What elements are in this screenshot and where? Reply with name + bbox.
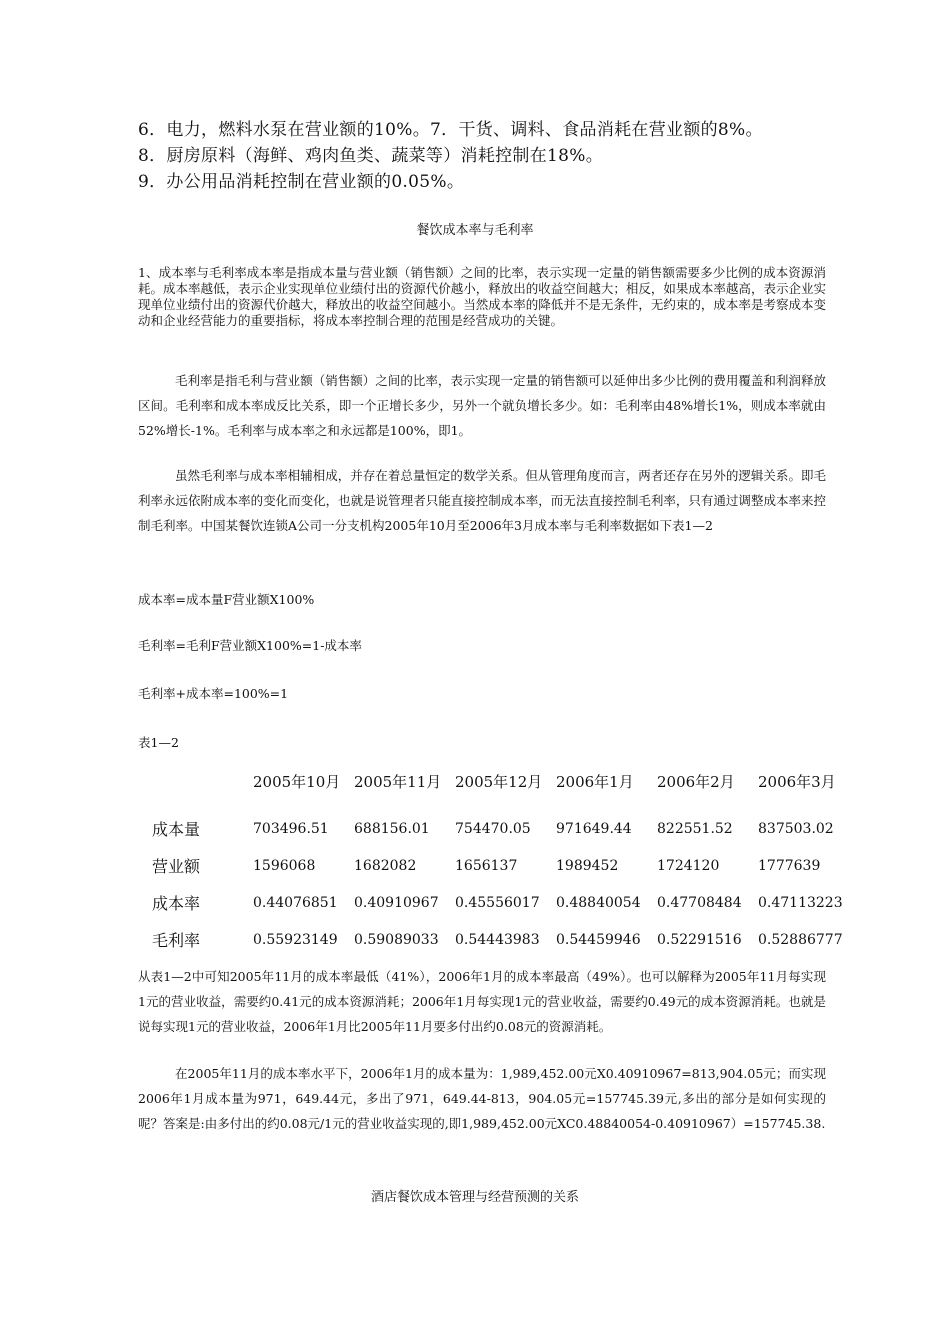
- row-label: 成本率: [152, 894, 201, 913]
- table-header-row: [138, 754, 859, 810]
- table-cell: 688156.01: [354, 820, 430, 837]
- column-header: 2005年11月: [354, 773, 442, 791]
- paragraph-cost-rate: 1、成本率与毛利率成本率是指成本量与营业额（销售额）之间的比率，表示实现一定量的销售额需要多少比例的成本资源消耗。成本率越低，表示企业实现单位业绩付出的资源代价越小，释放出的收益空间越大；相反，如果成本率越高，表示企业实现单位业绩付出的资源代价越大，释放出的收益空间越小。当然成本率的降低并不是无条件，无约束的，成本率是考察成本变动和企业经营能力的重要指标，将成本率控制合理的范围是经营成功的关键。: [138, 265, 826, 328]
- paragraph-gross-margin: 毛利率是指毛利与营业额（销售额）之间的比率，表示实现一定量的销售额可以延伸出多少比例的费用覆盖和利润释放区间。毛利率和成本率成反比关系，即一个正增长多少，另外一个就负增长多少。如：毛利率由48%增长1%，则成本率就由52%增长-1%。毛利率与成本率之和永远都是100%，即1。: [138, 373, 826, 438]
- table-cell: 0.45556017: [455, 894, 540, 911]
- formula-sum: 毛利率+成本率=100%=1: [138, 686, 289, 701]
- list-line-8: 8．厨房原料（海鲜、鸡肉鱼类、蔬菜等）消耗控制在18%。: [138, 146, 603, 166]
- column-header: 2005年10月: [253, 773, 341, 791]
- column-header: 2006年1月: [556, 773, 634, 791]
- table-cell: 837503.02: [758, 820, 834, 837]
- formula-gross-margin: 毛利率=毛利F营业额X100%=1-成本率: [138, 638, 362, 653]
- table-row: [138, 921, 859, 958]
- column-header: 2006年2月: [657, 773, 735, 791]
- table-cell: 0.54443983: [455, 931, 540, 948]
- row-label: 毛利率: [152, 931, 201, 950]
- table-corner-cell: [138, 754, 253, 810]
- table-cell: 1724120: [657, 857, 720, 874]
- table-cell: 1656137: [455, 857, 518, 874]
- table-cell: 0.47113223: [758, 894, 843, 911]
- table-row: [138, 810, 859, 847]
- table-cell: 0.55923149: [253, 931, 338, 948]
- table-cell: 0.40910967: [354, 894, 439, 911]
- table-cell: 1777639: [758, 857, 821, 874]
- table-cell: 0.54459946: [556, 931, 641, 948]
- list-line-9: 9．办公用品消耗控制在营业额的0.05%。: [138, 172, 465, 192]
- table-caption: 表1—2: [138, 735, 179, 750]
- table-cell: 971649.44: [556, 820, 632, 837]
- table-cell: 754470.05: [455, 820, 531, 837]
- table-cell: 0.52886777: [758, 931, 843, 948]
- table-cell: 0.47708484: [657, 894, 742, 911]
- paragraph-relationship: 虽然毛利率与成本率相辅相成，并存在着总量恒定的数学关系。但从管理角度而言，两者还存在另外的逻辑关系。即毛利率永远依附成本率的变化而变化，也就是说管理者只能直接控制成本率，而无法直接控制毛利率，只有通过调整成本率来控制毛利率。中国某餐饮连锁A公司一分支机构2005年10月至2006年3月成本率与毛利率数据如下表1—2: [138, 468, 826, 533]
- row-label: 成本量: [152, 820, 201, 839]
- table-cell: 0.44076851: [253, 894, 338, 911]
- table-cell: 0.59089033: [354, 931, 439, 948]
- table-cell: 1989452: [556, 857, 619, 874]
- table-cell: 703496.51: [253, 820, 329, 837]
- column-header: 2005年12月: [455, 773, 543, 791]
- table-cell: 822551.52: [657, 820, 733, 837]
- section-title: 餐饮成本率与毛利率: [416, 223, 534, 238]
- paragraph-table-analysis: 从表1—2中可知2005年11月的成本率最低（41%），2006年1月的成本率最高（49%）。也可以解释为2005年11月每实现1元的营业收益，需要约0.41元的成本资源消耗；2006年1月每实现1元的营业收益，需要约0.49元的成本资源消耗。也就是说每实现1元的营业收益，2006年1月比2005年11月要多付出约0.08元的资源消耗。: [138, 969, 826, 1034]
- table-row: [138, 884, 859, 921]
- formula-cost-rate: 成本率=成本量F营业额X100%: [138, 592, 315, 607]
- table-cell: 0.48840054: [556, 894, 641, 911]
- table-cell: 0.52291516: [657, 931, 742, 948]
- cost-margin-table: [138, 754, 859, 958]
- row-label: 营业额: [152, 857, 201, 876]
- table-cell: 1682082: [354, 857, 417, 874]
- list-line-6-7: 6．电力，燃料水泵在营业额的10%。7．干货、调料、食品消耗在营业额的8%。: [138, 120, 763, 140]
- column-header: 2006年3月: [758, 773, 836, 791]
- paragraph-calculation: 在2005年11月的成本率水平下，2006年1月的成本量为：1,989,452.00元X0.40910967=813,904.05元；而实现2006年1月成本量为971，649.44元，多出了971，649.44-813，904.05元=157745.39元,多出的部分是如何实现的呢？答案是:由多付出的约0.08元/1元的营业收益实现的,即1,989,452.00元XC0.48840054-0.40910967）=157745.38.: [138, 1066, 826, 1131]
- table-row: [138, 847, 859, 884]
- bottom-section-title: 酒店餐饮成本管理与经营预测的关系: [370, 1190, 579, 1205]
- table-cell: 1596068: [253, 857, 316, 874]
